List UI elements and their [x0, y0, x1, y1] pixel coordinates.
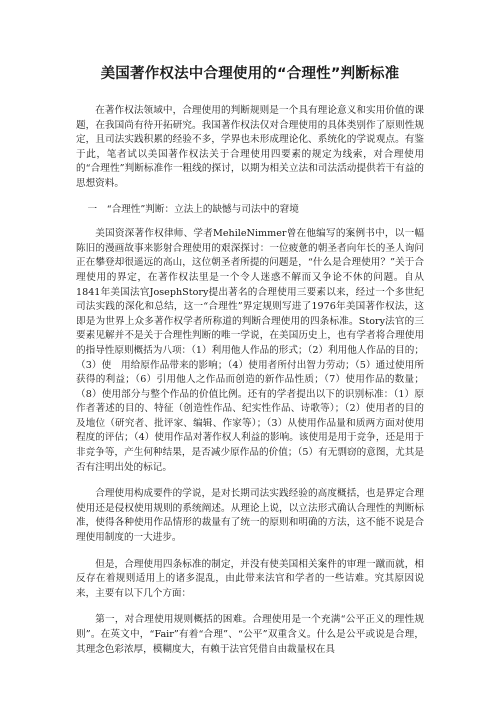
page-title: 美国著作权法中合理使用的“合理性”判断标准	[100, 66, 400, 82]
article-body	[76, 104, 424, 657]
body-paragraph: 但是，合理使用四条标准的制定，并没有使美国相关案件的审理一蹴而就，相反存在着规则适用上的诸多混乱，由此带来法官和学者的一些诘难。究其原因说来，主要有以下几个方面：	[76, 558, 424, 599]
intro-paragraph: 在著作权法领域中，合理使用的判断规则是一个具有理论意义和实用价值的课题，在我国尚有待开拓研究。我国著作权法仅对合理使用的具体类别作了原则性规定，且司法实践积累的经验不多，学界也未形成理论化、系统化的学说观点。有鉴于此，笔者试以美国著作权法关于合理使用四要素的规定为线索，对合理使用的“合理性”判断标准作一粗线的探讨，以期为相关立法和司法活动提供若干有益的思想资料。	[76, 105, 424, 189]
body-paragraph: 合理使用构成要件的学说，是对长期司法实践经验的高度概括，也是界定合理使用还是侵权使用规则的系统阐述。从理论上说，以立法形式确认合理性的判断标准，使得各种使用作品情形的裁量有了统一的原则和明确的方法，这不能不说是合理使用制度的一大进步。	[76, 488, 424, 544]
body-paragraph: 美国资深著作权律师、学者MehileNimmer曾在他编写的案例书中，以一幅陈旧的漫画故事来影射合理使用的艰深探讨：一位疲惫的朝圣者向年长的圣人询问正在攀登却很遥远的高山，这位朝圣者所提的问题是，“什么是合理使用？”关于合理使用的界定，在著作权法里是一个令人迷惑不解而又争论不休的问题。自从1841年美国法官JosephStory提出著名的合理使用三要素以来，经过一个多世纪司法实践的深化和总结，这一“合理性”界定规则写进了1976年美国著作权法，这即是为世界上众多著作权学者所称道的判断合理使用的四条标准。Story法官的三要素见解并不是关于合理性判断的唯一学说，在美国历史上，也有学者将合理使用的指导性原则概括为八项：（1）利用他人作品的形式；（2）利用他人作品的目的；（3）使 用给原作品带来的影响；（4）使用者所付出智力劳动；（5）通过使用所获得的利益；（6）引用他人之作品而创造的新作品性质；（7）使用作品的数量；（8）使用部分与整个作品的价值比例。还有的学者提出以下的识别标准：（1）原作者著述的目的、特征（创造性作品、纪实性作品、诗歌等）；（2）使用者的目的及地位（研究者、批评家、编辑、作家等）；（3）从使用作品量和质两方面对使用程度的评估；（4）使用作品对著作权人利益的影响。该使用是用于竞争，还是用于非竞争等，产生何种结果，是否减少原作品的价值；（5）有无剽窃的意图，尤其是否有注明出处的标记。	[76, 228, 424, 473]
body-paragraph: 第一，对合理使用规则概括的困难。合理使用是一个充满“公平正义的理性规则”。在英文中，“Fair”有着“合理”、“公平”双重含义。什么是公平或说是合理，其理念色彩浓厚，模糊度大，有赖于法官凭借自由裁量权在具	[76, 614, 424, 655]
section-heading: 一 “合理性”判断：立法上的缺憾与司法中的窘境	[87, 203, 299, 215]
